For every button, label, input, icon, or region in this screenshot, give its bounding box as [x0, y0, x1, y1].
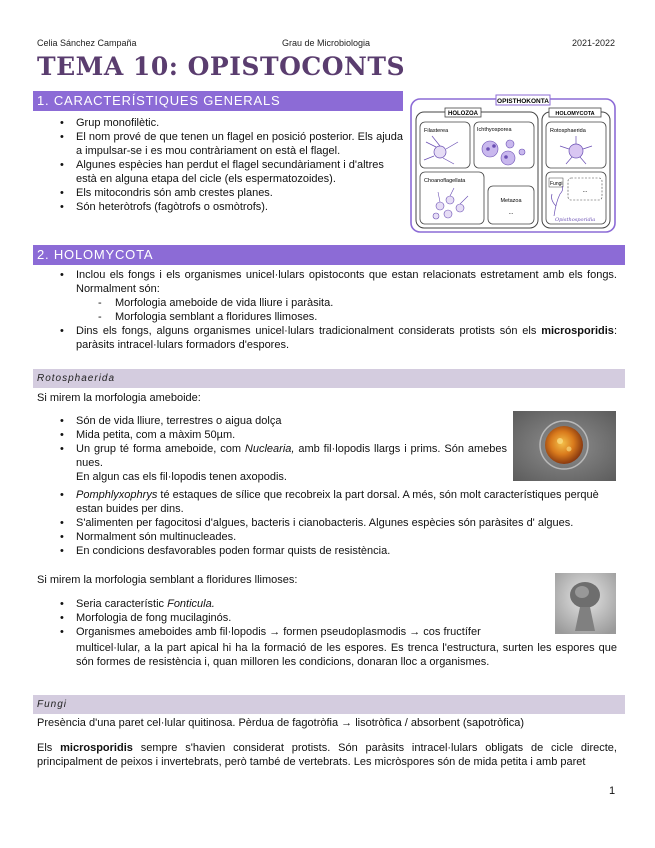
- list-item: • Inclou els fongs i els organismes unicel·lulars opistoconts que estan relacionats estretament amb els fongs. Normalment són:: [37, 268, 617, 296]
- section2-list: [37, 268, 617, 352]
- text: : paràsits intracel·lulars formadors d'espores.: [76, 325, 617, 351]
- italic-term: Fonticula.: [167, 598, 215, 610]
- list-item: • Morfologia de fong mucilaginós.: [37, 611, 547, 625]
- diagram-top-label: OPISTHOKONTA: [497, 98, 549, 105]
- page-title: TEMA 10: OPISTOCONTS: [37, 52, 406, 81]
- list-item: En algun cas els fil·lopodis tenen axopodis.: [76, 471, 287, 483]
- list-item: - Morfologia ameboide de vida lliure i paràsita.: [37, 296, 617, 310]
- fungi-ellipsis: ...: [582, 188, 588, 194]
- list-item: [37, 442, 507, 470]
- rotosphaerida-heading: Rotosphaerida: [33, 369, 625, 388]
- italic-term: Nuclearia,: [244, 443, 295, 455]
- rotosphaerida-list3: [37, 597, 547, 639]
- text: Els: [37, 742, 61, 754]
- holozoa-label: HOLOZOA: [448, 111, 478, 117]
- section1-heading: 1. CARACTERÍSTIQUES GENERALS: [33, 91, 403, 111]
- ichthyosporea-label: Ichthyosporea: [477, 127, 512, 133]
- header-author: Celia Sánchez Campaña: [37, 38, 137, 48]
- list-item: • Grup monofilètic.: [37, 116, 403, 130]
- list-item: [37, 488, 617, 516]
- fonticula-micrograph: [555, 573, 616, 634]
- section2-heading: 2. HOLOMYCOTA: [33, 245, 625, 265]
- rotosphaerida-list2: [37, 488, 617, 558]
- italic-term: Pomphlyxophrys: [76, 489, 158, 501]
- opisthokonta-diagram: [410, 94, 616, 234]
- list-item: [37, 324, 617, 352]
- list-item: • Normalment són multinucleades.: [37, 530, 617, 544]
- opisthosporidia-caption: Opisthosporidia: [555, 217, 596, 223]
- list-item: • S'alimenten per fagocitosi d'algues, bacteris i cianobacteris. Algunes espècies són paràsites d' algues.: [37, 516, 617, 530]
- list-item: • El nom prové de que tenen un flagel en posició posterior. Els ajuda a impulsar-se i es mou contràriament on està el flagel.: [37, 130, 403, 158]
- choanoflagellata-label: Choanoflagellata: [424, 178, 466, 184]
- text: Seria característic: [76, 598, 168, 610]
- rotosphaerida-list1: [37, 414, 507, 484]
- list-item: • En condicions desfavorables poden formar quists de resistència.: [37, 544, 617, 558]
- metazoa-label: Metazoa: [500, 198, 522, 204]
- fungi-heading: Fungi: [33, 695, 625, 714]
- text: sempre s'havien considerat protists. Són paràsits intracel·lulars obligats de cicle directe, principalment de peixos i invertebrats, però també de vertebrats. Les micròspores són de mida petita i amb paret: [37, 742, 617, 768]
- rotosphaerida-intro2: Si mirem la morfologia semblant a floridures llimoses:: [37, 574, 298, 586]
- holomycota-label: HOLOMYCOTA: [555, 111, 595, 117]
- list-item: • Són heteròtrofs (fagòtrofs o osmòtrofs).: [37, 200, 403, 214]
- rotosphaerida-intro1: Si mirem la morfologia ameboide:: [37, 392, 201, 404]
- rotosphaerida-continuation: multicel·lular, a la part apical hi ha la formació de les espores. Es trenca l'estructura, surten les espores que són formes de resistència i, quan milloren les condicions, donaran lloc a organismes.: [76, 642, 617, 668]
- list-item: • Són de vida lliure, terrestres o aigua dolça: [37, 414, 507, 428]
- text: Dins els fongs, alguns organismes unicel·lulars tradicionalment considerats protists són els: [76, 325, 542, 337]
- list-item: • Mida petita, com a màxim 50µm.: [37, 428, 507, 442]
- page-number: 1: [609, 785, 616, 797]
- bold-term: microsporidis: [60, 742, 133, 754]
- rotosphaerida-micrograph: [513, 411, 616, 481]
- header-course: Grau de Microbiologia: [282, 38, 371, 48]
- filasterea-label: Filasterea: [424, 128, 449, 134]
- list-item: • Algunes espècies han perdut el flagel secundàriament i d'altres està en alguna etapa del cicle (els espermatozoides).: [37, 158, 403, 186]
- fungi-paragraph2: [37, 741, 617, 769]
- text: Un grup té forma ameboide, com: [76, 443, 245, 455]
- list-item: • Organismes ameboides amb fil·lopodis → formen pseudoplasmodis → cos fructífer: [37, 625, 547, 639]
- rotosphaerida-label: Rotosphaerida: [550, 128, 586, 134]
- section1-list: [37, 116, 403, 214]
- list-item: - Morfologia semblant a floridures llimoses.: [37, 310, 617, 324]
- list-item: • Els mitocondris són amb crestes planes.: [37, 186, 403, 200]
- text: té estaques de sílice que recobreix la part dorsal. A més, són molt característiques perquè estan buides per dins.: [76, 489, 599, 515]
- metazoa-ellipsis: ...: [508, 210, 514, 216]
- list-item: [37, 597, 547, 611]
- fungi-paragraph1: Presència d'una paret cel·lular quitinosa. Pèrdua de fagotròfia → lisotròfica / absorbent (sapotròfica): [37, 717, 524, 729]
- text: amb fil·lopodis llargs i prims. Són amebes nues.: [76, 443, 507, 469]
- fungi-label: Fungi: [550, 181, 563, 187]
- header-year: 2021-2022: [572, 38, 616, 48]
- bold-term: microsporidis: [541, 325, 614, 337]
